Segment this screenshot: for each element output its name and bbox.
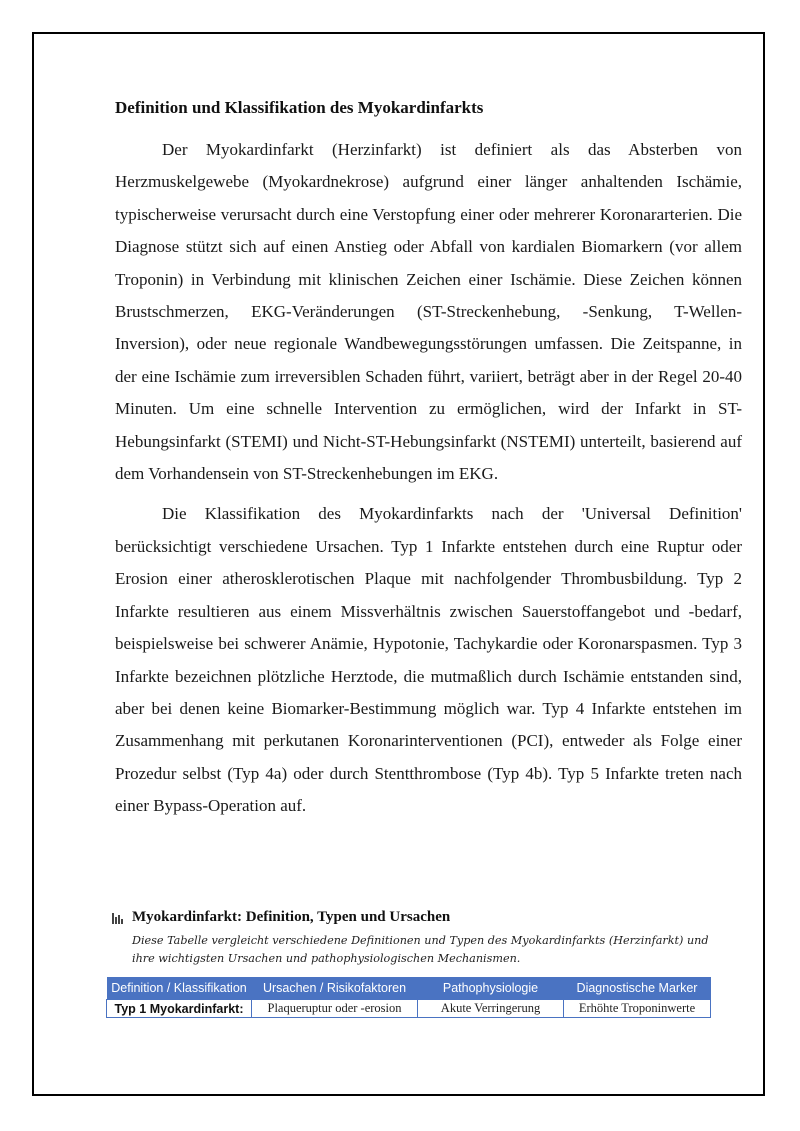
table-cell: Typ 1 Myokardinfarkt:: [107, 1000, 252, 1018]
column-header: Pathophysiologie: [418, 977, 564, 1000]
table-row: [107, 1000, 711, 1018]
table-cell: Plaqueruptur oder -erosion: [252, 1000, 418, 1018]
table-cell: Akute Verringerung: [418, 1000, 564, 1018]
column-header: Definition / Klassifikation: [107, 977, 252, 1000]
data-table: [106, 977, 711, 1018]
table-cell: Erhöhte Troponinwerte: [564, 1000, 711, 1018]
table-title: Myokardinfarkt: Definition, Typen und Ursachen: [132, 909, 451, 925]
table-caption: Diese Tabelle vergleicht verschiedene Definitionen und Typen des Myokardinfarkts (Herzinfarkt) und ihre wichtigsten Ursachen und pathophysiologischen Mechanismen.: [132, 934, 709, 965]
bar-chart-icon: [112, 912, 126, 924]
table-header-row: [107, 977, 711, 1000]
column-header: Ursachen / Risikofaktoren: [252, 977, 418, 1000]
paragraph: Der Myokardinfarkt (Herzinfarkt) ist definiert als das Absterben von Herzmuskelgewebe (Myokardnekrose) aufgrund einer länger anhaltenden Ischämie, typischerweise verursacht durch eine Verstopfung einer oder mehrerer Koronararterien. Die Diagnose stützt sich auf einen Anstieg oder Abfall von kardialen Biomarkern (vor allem Troponin) in Verbindung mit klinischen Zeichen einer Ischämie. Diese Zeichen können Brustschmerzen, EKG-Veränderungen (ST-Streckenhebung, -Senkung, T-Wellen-Inversion), oder neue regionale Wandbewegungsstörungen umfassen. Die Zeitspanne, in der eine Ischämie zum irreversiblen Schaden führt, variiert, beträgt aber in der Regel 20-40 Minuten. Um eine schnelle Intervention zu ermöglichen, wird der Infarkt in ST-Hebungsinfarkt (STEMI) und Nicht-ST-Hebungsinfarkt (NSTEMI) unterteilt, basierend auf dem Vorhandensein von ST-Streckenhebungen im EKG.: [115, 140, 742, 484]
section-heading: Definition und Klassifikation des Myokardinfarkts: [115, 98, 484, 117]
column-header: Diagnostische Marker: [564, 977, 711, 1000]
paragraph: Die Klassifikation des Myokardinfarkts nach der 'Universal Definition' berücksichtigt verschiedene Ursachen. Typ 1 Infarkte entstehen durch eine Ruptur oder Erosion einer atherosklerotischen Plaque mit nachfolgender Thrombusbildung. Typ 2 Infarkte resultieren aus einem Missverhältnis zwischen Sauerstoffangebot und -bedarf, beispielsweise bei schwerer Anämie, Hypotonie, Tachykardie oder Koronarspasmen. Typ 3 Infarkte bezeichnen plötzliche Herztode, die mutmaßlich durch Ischämie entstanden sind, aber bei denen keine Biomarker-Bestimmung möglich war. Typ 4 Infarkte entstehen im Zusammenhang mit perkutanen Koronarinterventionen (PCI), entweder als Folge einer Prozedur selbst (Typ 4a) oder durch Stentthrombose (Typ 4b). Typ 5 Infarkte treten nach einer Bypass-Operation auf.: [115, 504, 742, 816]
table-section: [112, 909, 712, 1018]
table-title-row: [112, 909, 712, 926]
document-body: [115, 96, 742, 831]
